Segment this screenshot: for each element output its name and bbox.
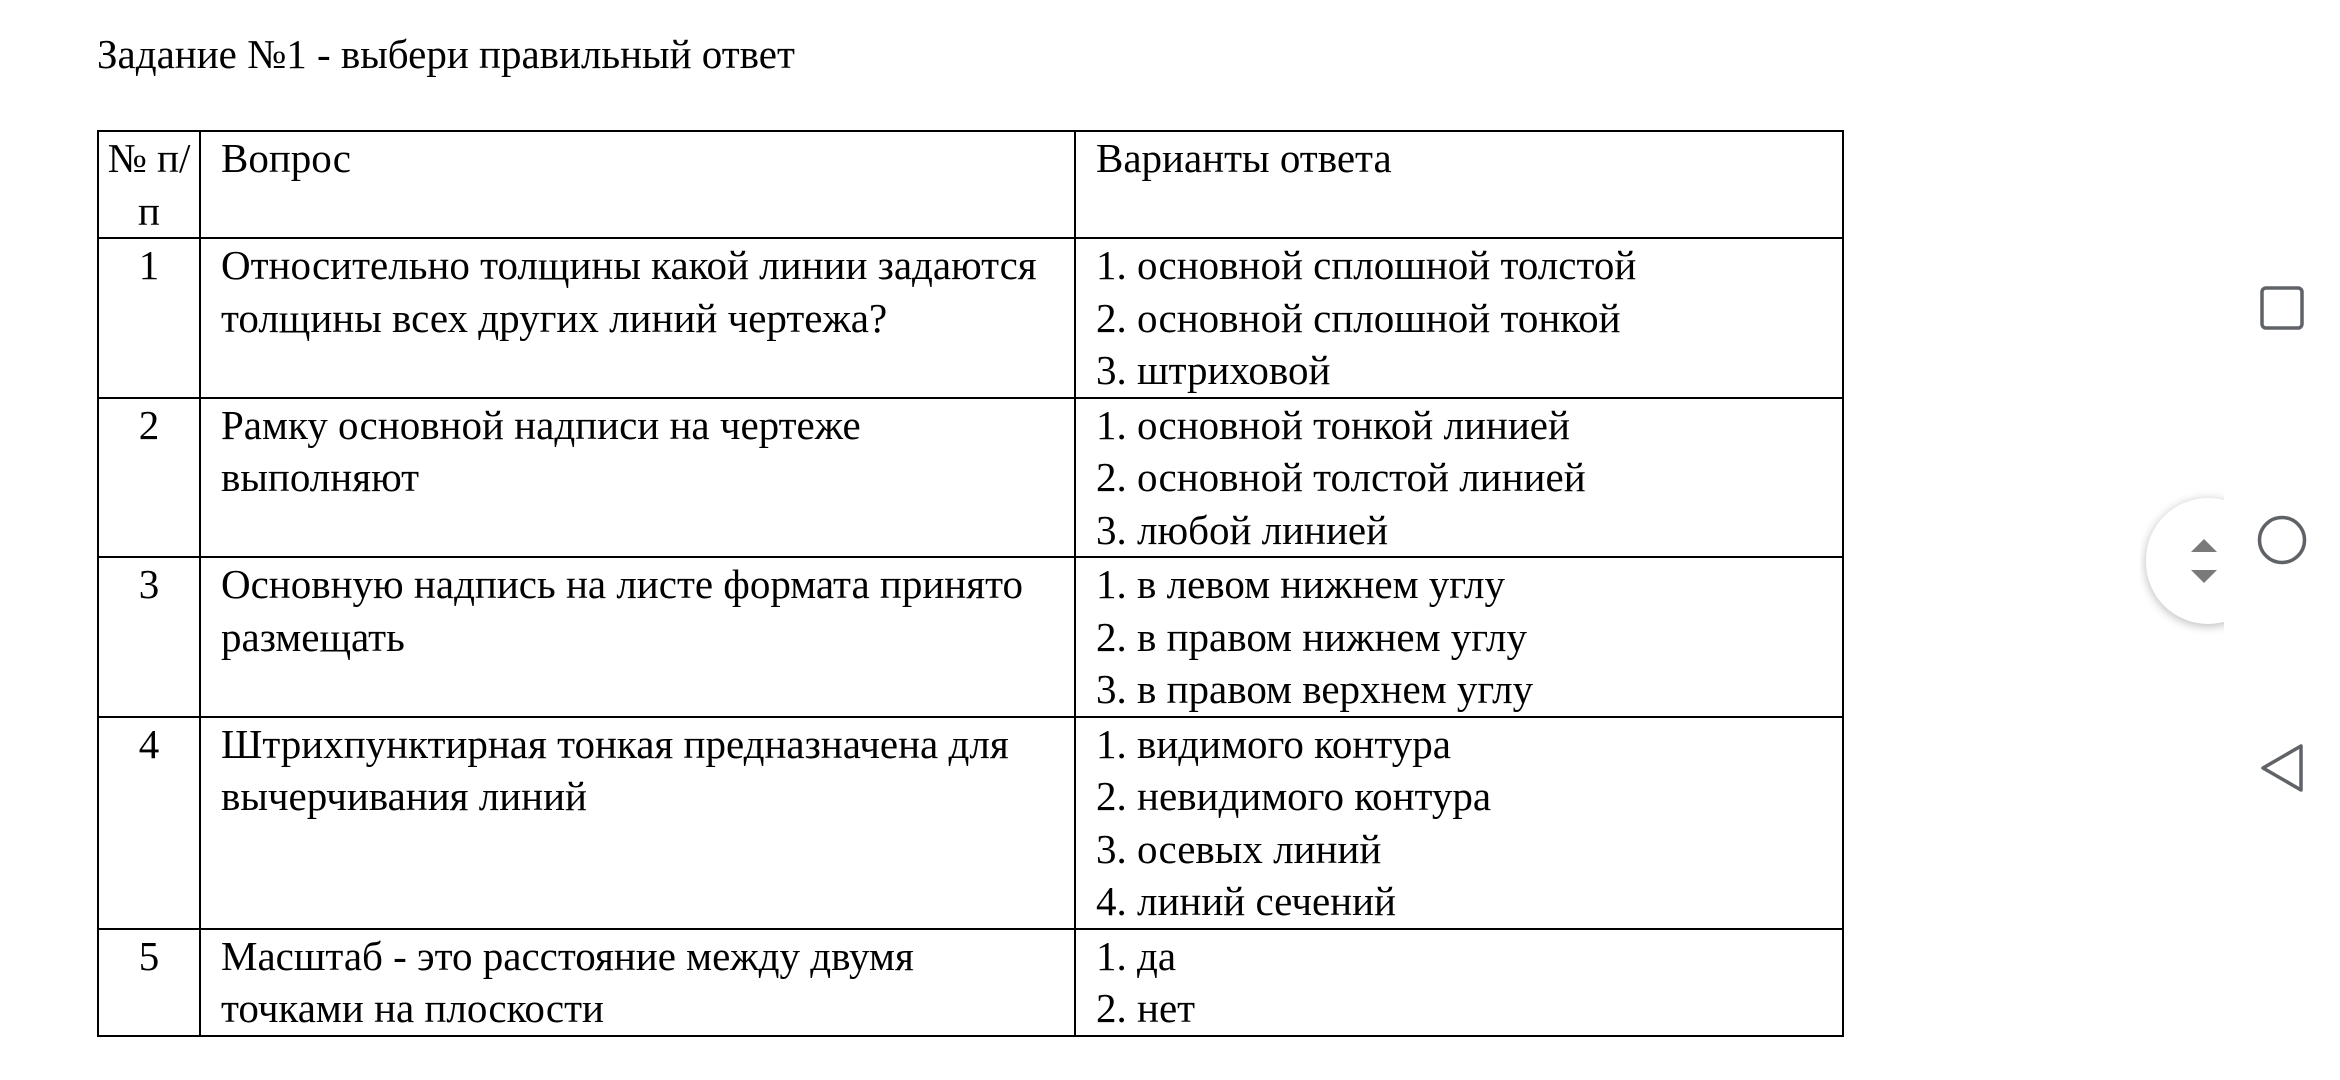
- circle-icon[interactable]: [2256, 514, 2308, 566]
- answer-option: 3. в правом верхнем углу: [1096, 666, 1534, 712]
- question-text: Рамку основной надписи на чертеже выполняют: [221, 401, 861, 500]
- up-down-arrows-icon: [2188, 534, 2220, 588]
- navigation-bar: [2224, 0, 2340, 1080]
- table-header-row: [98, 131, 1843, 238]
- answer-option: 1. видимого контура: [1096, 720, 1451, 767]
- question-text: Штрихпунктирная тонкая предназначена для вычерчивания линий: [221, 720, 1009, 819]
- answers-cell: [1075, 238, 1843, 398]
- question-cell: [200, 398, 1075, 558]
- header-answers-label: Варианты ответа: [1096, 135, 1392, 181]
- answer-option: 2. основной сплошной тонкой: [1096, 294, 1621, 341]
- answer-option: 2. нет: [1096, 985, 1196, 1031]
- answer-option: 4. линий сечений: [1096, 878, 1396, 924]
- header-question-label: Вопрос: [221, 135, 352, 181]
- document-title: Задание №1 - выбери правильный ответ: [97, 31, 795, 77]
- answer-option: 3. любой линией: [1096, 506, 1389, 553]
- table-row: [98, 929, 1843, 1036]
- answer-option: 2. невидимого контура: [1096, 773, 1492, 819]
- scroll-handle-body[interactable]: [2146, 498, 2224, 624]
- question-text: Относительно толщины какой линии задаются толщины всех других линий чертежа?: [221, 242, 1037, 341]
- question-cell: [200, 929, 1075, 1036]
- row-number: 1: [98, 238, 200, 398]
- row-number: 4: [98, 717, 200, 929]
- header-number: [98, 131, 200, 238]
- answer-option: 3. осевых линий: [1096, 825, 1382, 872]
- table-row: [98, 557, 1843, 717]
- table-row: [98, 398, 1843, 558]
- header-question: [200, 131, 1075, 238]
- answer-option: 2. основной толстой линией: [1096, 454, 1586, 500]
- triangle-back-icon[interactable]: [2258, 742, 2306, 794]
- question-text: Основную надпись на листе формата принято размещать: [221, 561, 1023, 660]
- answer-option: 1. в левом нижнем углу: [1096, 561, 1505, 607]
- square-icon[interactable]: [2259, 285, 2305, 331]
- answer-option: 1. да: [1096, 932, 1177, 979]
- answer-option: 1. основной тонкой линией: [1096, 401, 1570, 448]
- header-answers: [1075, 131, 1843, 238]
- table-row: [98, 238, 1843, 398]
- row-number: 2: [98, 398, 200, 558]
- answers-cell: [1075, 929, 1843, 1036]
- question-text: Масштаб - это расстояние между двумя точками на плоскости: [221, 932, 914, 1031]
- question-cell: [200, 238, 1075, 398]
- answer-option: 2. в правом нижнем углу: [1096, 613, 1527, 660]
- answer-option: 3. штриховой: [1096, 347, 1331, 393]
- answers-cell: [1075, 398, 1843, 558]
- header-number-label: № п/п: [107, 135, 191, 234]
- row-number: 3: [98, 557, 200, 717]
- row-number: 5: [98, 929, 200, 1036]
- question-cell: [200, 717, 1075, 929]
- answers-cell: [1075, 717, 1843, 929]
- scroll-handle[interactable]: [2140, 480, 2224, 640]
- question-cell: [200, 557, 1075, 717]
- table-row: [98, 717, 1843, 929]
- quiz-table: [97, 130, 1844, 1037]
- answer-option: 1. основной сплошной толстой: [1096, 242, 1637, 288]
- answers-cell: [1075, 557, 1843, 717]
